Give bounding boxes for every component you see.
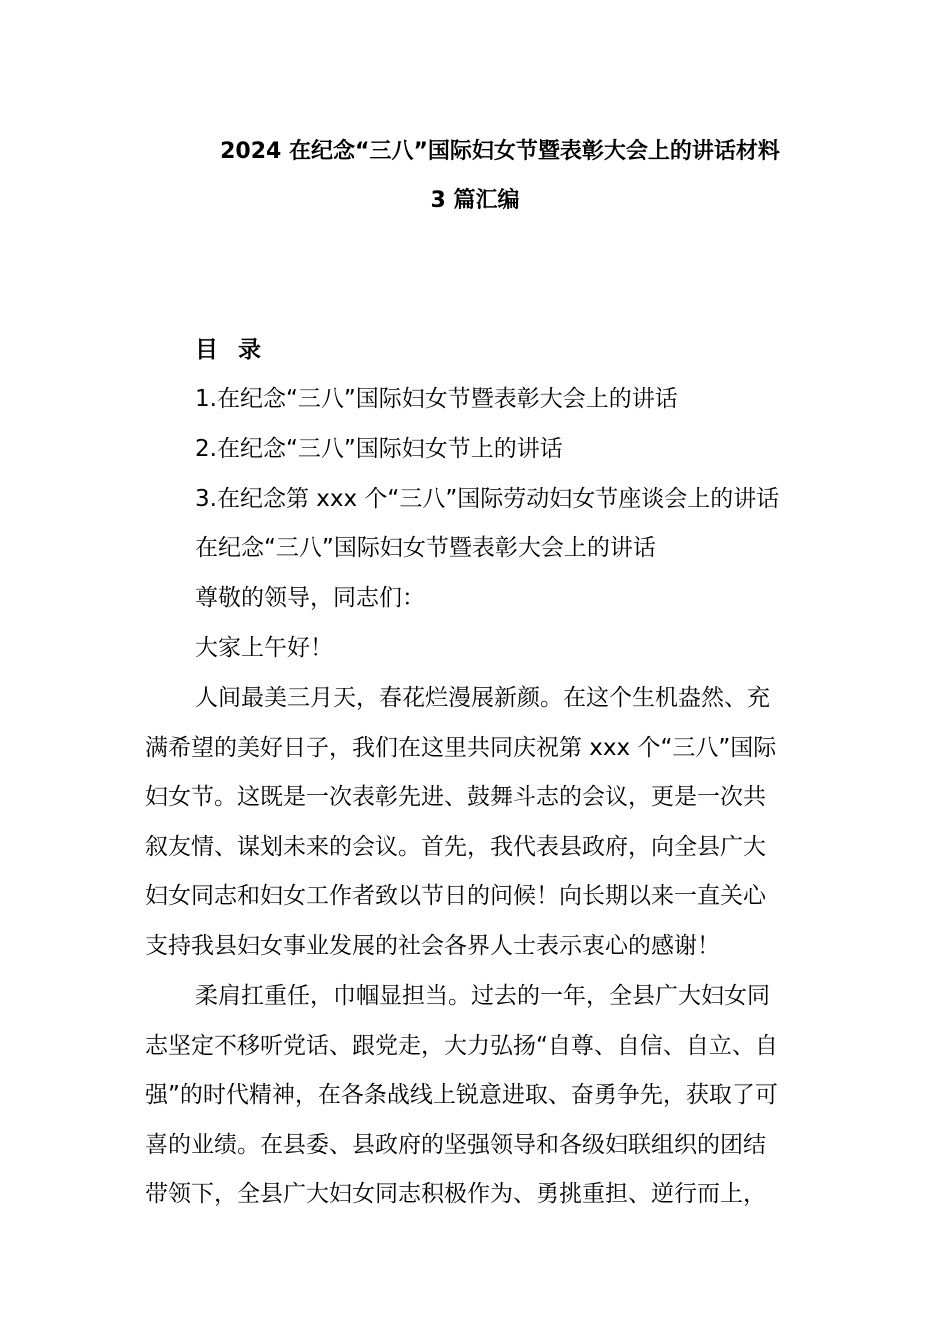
body-line: 妇女节。这既是一次表彰先进、鼓舞斗志的会议，更是一次共 [145,784,766,810]
toc-item-1: 1.在纪念“三八”国际妇女节暨表彰大会上的讲话 [195,386,678,412]
body-line: 支持我县妇女事业发展的社会各界人士表示衷心的感谢！ [145,933,720,959]
body-line: 叙友情、谋划未来的会议。首先，我代表县政府，向全县广大 [145,834,766,860]
body-line: 喜的业绩。在县委、县政府的坚强领导和各级妇联组织的团结 [145,1132,766,1158]
body-line: 志坚定不移听党话、跟党走，大力弘扬“自尊、自信、自立、自 [145,1033,778,1059]
toc-heading: 目 录 [195,337,268,363]
body-line: 带领下，全县广大妇女同志积极作为、勇挑重担、逆行而上， [145,1181,766,1207]
body-line: 满希望的美好日子，我们在这里共同庆祝第 xxx 个“三八”国际 [145,735,777,761]
document-title-line-2: 3 篇汇编 [430,188,520,213]
toc-item-2: 2.在纪念“三八”国际妇女节上的讲话 [195,436,563,462]
salutation: 尊敬的领导，同志们： [195,585,425,611]
document-title-line-1: 2024 在纪念“三八”国际妇女节暨表彰大会上的讲话材料 [220,139,780,164]
body-line: 妇女同志和妇女工作者致以节日的问候！向长期以来一直关心 [145,883,766,909]
toc-item-3: 3.在纪念第 xxx 个“三八”国际劳动妇女节座谈会上的讲话 [195,486,780,512]
greeting: 大家上午好！ [195,635,333,661]
body-line: 人间最美三月天，春花烂漫展新颜。在这个生机盎然、充 [195,685,770,711]
body-line: 强”的时代精神，在各条战线上锐意进取、奋勇争先，获取了可 [145,1082,778,1108]
body-line: 柔肩扛重任，巾帼显担当。过去的一年，全县广大妇女同 [195,983,770,1009]
section-title: 在纪念“三八”国际妇女节暨表彰大会上的讲话 [195,535,656,561]
